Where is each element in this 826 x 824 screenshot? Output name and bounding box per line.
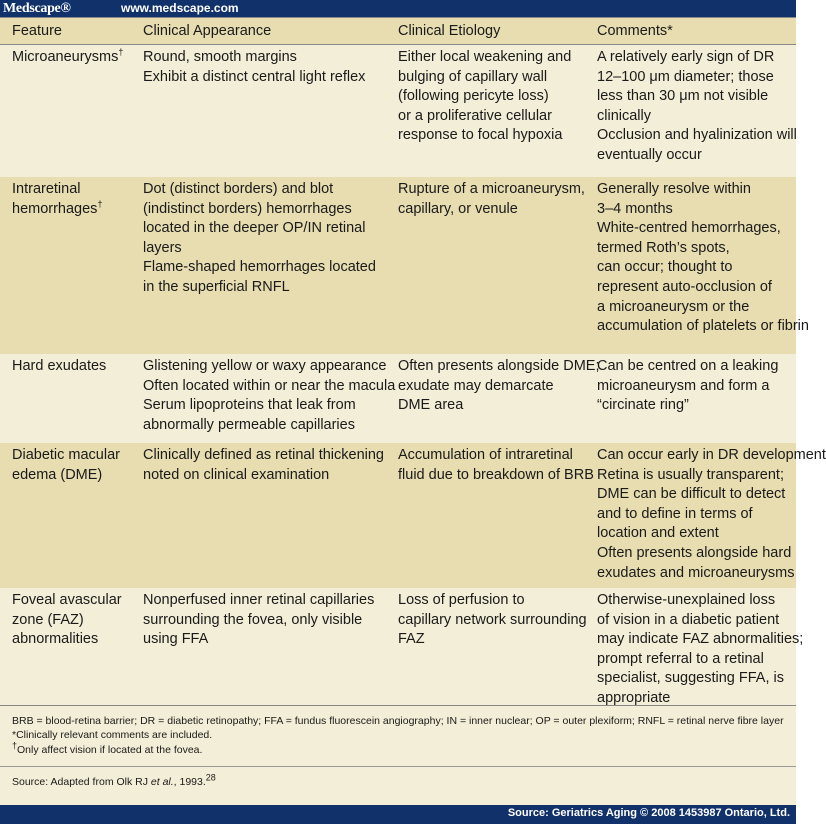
- comments-line: [597, 146, 793, 166]
- feature-line: [12, 48, 137, 68]
- source-reference: 28: [205, 772, 216, 783]
- comments-text: and to define in terms of: [597, 505, 753, 522]
- comments-line: [597, 200, 793, 220]
- comments-line: [597, 219, 793, 239]
- comments-line: [597, 650, 793, 670]
- feature-text: Microaneurysms: [12, 49, 119, 65]
- appearance-text: Exhibit a distinct central light reflex: [143, 68, 366, 85]
- cell-comments: [597, 591, 804, 709]
- etiology-text: capillary, or venule: [398, 200, 518, 217]
- cell-etiology: [398, 48, 593, 146]
- comments-line: [597, 591, 793, 611]
- dagger-footnote-text: Only affect vision if located at the fovea.: [17, 744, 203, 756]
- feature-line: [12, 466, 137, 486]
- comments-text: DME can be difficult to detect: [597, 486, 786, 503]
- feature-text: Diabetic macular: [12, 447, 120, 463]
- appearance-line: [143, 396, 393, 416]
- feature-text: zone (FAZ): [12, 611, 84, 628]
- top-brand-bar: [0, 0, 796, 17]
- etiology-line: [398, 630, 593, 650]
- cell-etiology: [398, 591, 593, 650]
- etiology-text: Often presents alongside DME;: [398, 358, 600, 374]
- comments-line: [597, 630, 804, 650]
- feature-line: [12, 630, 137, 650]
- appearance-text: noted on clinical examination: [143, 466, 330, 483]
- table-row: [0, 354, 796, 443]
- comments-line: [597, 317, 809, 337]
- feature-line: [12, 200, 137, 220]
- comments-line: [597, 446, 826, 466]
- medscape-logo: Medscape®: [3, 1, 71, 16]
- source-prefix: Source: Adapted from Olk RJ: [12, 776, 151, 788]
- etiology-text: bulging of capillary wall: [398, 68, 548, 85]
- etiology-text: response to focal hypoxia: [398, 127, 563, 144]
- feature-text: Hard exudates: [12, 358, 107, 374]
- feature-text: edema (DME): [12, 466, 103, 483]
- etiology-text: capillary network surrounding: [398, 611, 587, 628]
- feature-line: [12, 446, 137, 466]
- appearance-text: Often located within or near the macula: [143, 377, 396, 394]
- comments-text: accumulation of platelets or fibrin: [597, 318, 809, 335]
- site-url: www.medscape.com: [121, 1, 239, 15]
- appearance-text: Dot (distinct borders) and blot: [143, 181, 334, 197]
- comments-line: [597, 524, 793, 544]
- cell-appearance: [143, 591, 393, 650]
- cell-feature: [12, 591, 137, 650]
- etiology-line: [398, 357, 600, 377]
- feature-text: hemorrhages: [12, 200, 98, 217]
- comments-line: [597, 278, 793, 298]
- comments-text: Occlusion and hyalinization will: [597, 127, 797, 144]
- footnote-dagger-mark: †: [97, 198, 103, 209]
- comments-text: can occur; thought to: [597, 259, 733, 276]
- appearance-line: [143, 591, 393, 611]
- cell-appearance: [143, 446, 393, 485]
- comments-text: Often presents alongside hard: [597, 544, 792, 561]
- comments-line: [597, 377, 793, 397]
- comments-line: [597, 180, 793, 200]
- comments-text: 3–4 months: [597, 200, 673, 217]
- comments-line: [597, 357, 793, 377]
- etiology-text: Accumulation of intraretinal: [398, 447, 573, 463]
- etiology-text: DME area: [398, 397, 464, 414]
- comments-text: prompt referral to a retinal: [597, 650, 764, 667]
- appearance-text: Flame-shaped hemorrhages located: [143, 259, 376, 276]
- cell-feature: [12, 357, 137, 377]
- cell-feature: [12, 446, 137, 485]
- source-year: , 1993.: [173, 776, 206, 788]
- cell-appearance: [143, 48, 393, 87]
- comments-text: termed Roth’s spots,: [597, 239, 730, 256]
- appearance-line: [143, 630, 393, 650]
- comments-text: a microaneurysm or the: [597, 298, 750, 315]
- appearance-text: located in the deeper OP/IN retinal: [143, 220, 366, 237]
- appearance-text: Glistening yellow or waxy appearance: [143, 358, 387, 374]
- header-feature: Feature: [12, 23, 62, 39]
- comments-line: [597, 298, 793, 318]
- comments-text: “circinate ring”: [597, 397, 689, 414]
- cell-comments: [597, 180, 809, 337]
- appearance-line: [143, 377, 396, 397]
- appearance-line: [143, 278, 393, 298]
- comments-text: 12–100 μm diameter; those: [597, 68, 774, 85]
- appearance-text: Clinically defined as retinal thickening: [143, 447, 384, 463]
- cell-comments: [597, 357, 793, 416]
- comments-line: [597, 87, 793, 107]
- etiology-text: Rupture of a microaneurysm,: [398, 181, 585, 197]
- appearance-line: [143, 446, 393, 466]
- appearance-line: [143, 68, 393, 88]
- comments-text: Can be centred on a leaking: [597, 358, 779, 374]
- appearance-line: [143, 219, 393, 239]
- comments-text: Generally resolve within: [597, 181, 751, 197]
- etiology-text: FAZ: [398, 631, 425, 648]
- appearance-text: (indistinct borders) hemorrhages: [143, 200, 352, 217]
- comments-text: eventually occur: [597, 146, 702, 163]
- footnote-dagger-mark: †: [118, 47, 124, 58]
- appearance-text: layers: [143, 239, 182, 256]
- table-row: [0, 45, 796, 177]
- comments-text: represent auto-occlusion of: [597, 278, 772, 295]
- appearance-line: [143, 466, 393, 486]
- comments-line: [597, 396, 793, 416]
- comments-text: location and extent: [597, 525, 719, 542]
- cell-comments: [597, 446, 826, 583]
- cell-etiology: [398, 446, 593, 485]
- feature-text: abnormalities: [12, 631, 99, 648]
- dagger-mark: †: [12, 740, 18, 751]
- comments-line: [597, 466, 793, 486]
- source-etal: et al.: [150, 776, 174, 788]
- etiology-line: [398, 200, 593, 220]
- etiology-text: Either local weakening and: [398, 49, 572, 65]
- comments-text: appropriate: [597, 689, 671, 706]
- etiology-line: [398, 446, 593, 466]
- feature-line: [12, 180, 137, 200]
- cell-comments: [597, 48, 797, 166]
- feature-text: Intraretinal: [12, 181, 81, 197]
- table-card: [0, 17, 826, 805]
- cell-feature: [12, 48, 137, 68]
- comments-line: [597, 485, 793, 505]
- etiology-text: exudate may demarcate: [398, 377, 554, 394]
- appearance-line: [143, 357, 393, 377]
- table-header: [0, 17, 796, 45]
- header-clinical-appearance: Clinical Appearance: [143, 23, 272, 39]
- etiology-text: (following pericyte loss): [398, 88, 549, 105]
- comments-text: exudates and microaneurysms: [597, 564, 795, 581]
- etiology-line: [398, 68, 593, 88]
- appearance-line: [143, 611, 393, 631]
- appearance-line: [143, 48, 393, 68]
- table-footnotes: [0, 705, 796, 806]
- appearance-text: surrounding the fovea, only visible: [143, 611, 363, 628]
- source-citation: [12, 772, 216, 788]
- comments-text: A relatively early sign of DR: [597, 49, 775, 65]
- comments-line: [597, 258, 793, 278]
- etiology-line: [398, 126, 593, 146]
- dagger-footnote: [12, 740, 203, 756]
- comments-line: [597, 505, 793, 525]
- table-row: [0, 443, 826, 588]
- comments-text: microaneurysm and form a: [597, 377, 770, 394]
- etiology-line: [398, 611, 593, 631]
- comments-footnote: *Clinically relevant comments are included.: [12, 729, 213, 741]
- comments-text: White-centred hemorrhages,: [597, 220, 781, 237]
- comments-text: Retina is usually transparent;: [597, 466, 784, 483]
- etiology-line: [398, 48, 593, 68]
- cell-feature: [12, 180, 137, 219]
- credit-text: Source: Geriatrics Aging © 2008 1453987 Ontario, Ltd.: [507, 807, 790, 819]
- appearance-line: [143, 258, 393, 278]
- cell-appearance: [143, 180, 393, 298]
- comments-text: less than 30 μm not visible: [597, 88, 769, 105]
- cell-etiology: [398, 357, 600, 416]
- etiology-line: [398, 466, 593, 486]
- appearance-text: using FFA: [143, 631, 209, 648]
- comments-text: Otherwise-unexplained loss: [597, 592, 776, 608]
- comments-line: [597, 669, 793, 689]
- comments-line: [597, 611, 793, 631]
- appearance-line: [143, 239, 393, 259]
- etiology-line: [398, 87, 593, 107]
- appearance-text: abnormally permeable capillaries: [143, 416, 355, 433]
- etiology-text: or a proliferative cellular: [398, 107, 552, 124]
- comments-text: of vision in a diabetic patient: [597, 611, 780, 628]
- appearance-text: Round, smooth margins: [143, 49, 297, 65]
- appearance-text: in the superficial RNFL: [143, 278, 290, 295]
- etiology-line: [398, 396, 593, 416]
- table-row: [0, 177, 809, 354]
- comments-line: [597, 544, 793, 564]
- comments-line: [597, 564, 793, 584]
- header-clinical-etiology: Clinical Etiology: [398, 23, 501, 39]
- etiology-line: [398, 107, 593, 127]
- abbreviations-footnote: BRB = blood-retina barrier; DR = diabetic retinopathy; FFA = fundus fluorescein angiography; IN = inner nuclear; OP = outer plexiform; RNFL = retinal nerve fibre layer: [12, 715, 784, 727]
- comments-text: may indicate FAZ abnormalities;: [597, 631, 804, 648]
- etiology-line: [398, 377, 593, 397]
- appearance-line: [143, 200, 393, 220]
- comments-text: specialist, suggesting FFA, is: [597, 670, 784, 687]
- cell-appearance: [143, 357, 396, 435]
- appearance-line: [143, 416, 393, 436]
- feature-line: [12, 357, 137, 377]
- etiology-line: [398, 591, 593, 611]
- comments-text: clinically: [597, 107, 651, 124]
- comments-line: [597, 239, 793, 259]
- comments-line: [597, 107, 793, 127]
- source-divider: [0, 766, 796, 767]
- table-row: [0, 588, 804, 706]
- cell-etiology: [398, 180, 593, 219]
- feature-text: Foveal avascular: [12, 592, 122, 608]
- comments-line: [597, 68, 793, 88]
- appearance-text: Nonperfused inner retinal capillaries: [143, 592, 375, 608]
- appearance-line: [143, 180, 393, 200]
- comments-text: Can occur early in DR development: [597, 447, 826, 463]
- etiology-text: fluid due to breakdown of BRB: [398, 466, 594, 483]
- comments-line: [597, 48, 793, 68]
- appearance-text: Serum lipoproteins that leak from: [143, 397, 356, 414]
- etiology-line: [398, 180, 593, 200]
- feature-line: [12, 591, 137, 611]
- comments-line: [597, 126, 797, 146]
- etiology-text: Loss of perfusion to: [398, 592, 525, 608]
- bottom-credit-bar: [0, 805, 796, 824]
- header-comments: Comments*: [597, 23, 673, 39]
- feature-line: [12, 611, 137, 631]
